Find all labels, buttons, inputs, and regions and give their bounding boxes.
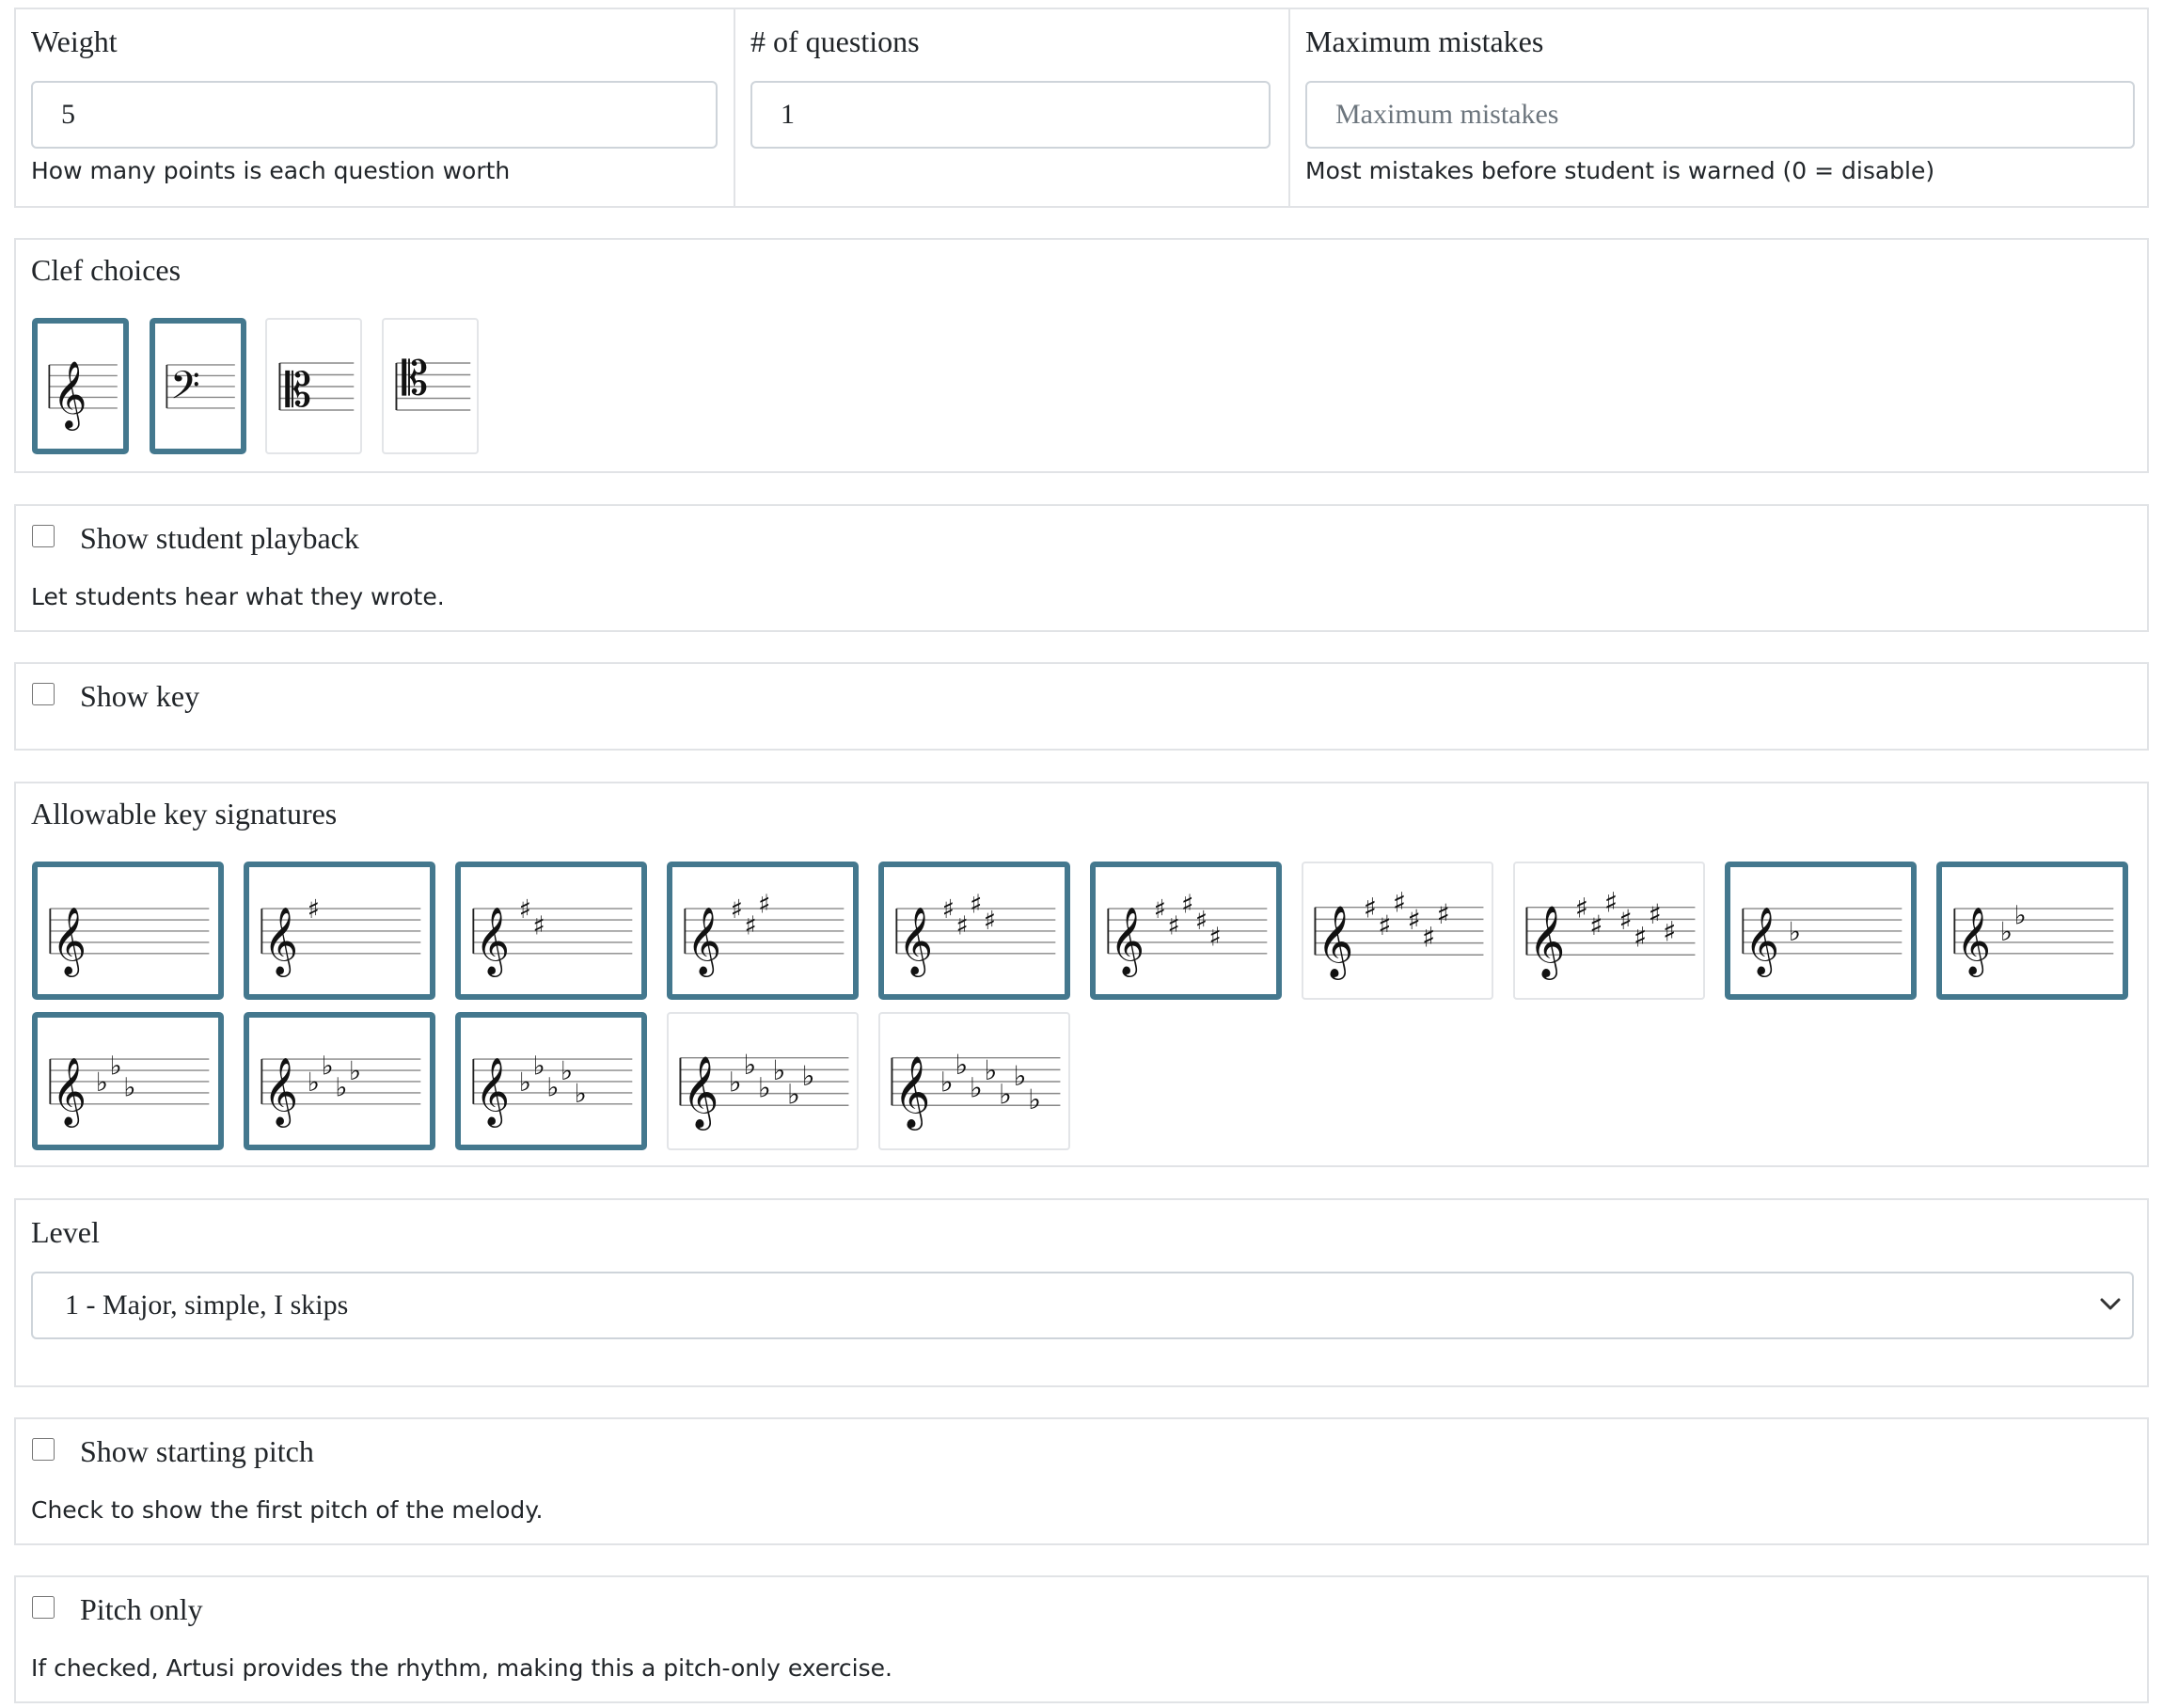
- max-mistakes-input[interactable]: [1305, 81, 2135, 149]
- svg-text:𝄞: 𝄞: [1317, 905, 1354, 978]
- key-signatures-label: Allowable key signatures: [31, 797, 338, 830]
- svg-text:♯: ♯: [1589, 909, 1603, 941]
- svg-text:𝄞: 𝄞: [52, 906, 87, 975]
- svg-text:♭: ♭: [574, 1079, 587, 1109]
- svg-text:𝄢: 𝄢: [169, 362, 200, 418]
- max-mistakes-help: Most mistakes before student is warned (0 = disable): [1305, 157, 1935, 184]
- svg-text:𝄞: 𝄞: [1110, 906, 1145, 975]
- key-signature-option[interactable]: [1725, 862, 1917, 1000]
- tenor-clef-icon: [384, 320, 477, 452]
- key-signature-option[interactable]: [1513, 862, 1705, 1000]
- starting-pitch-label: Show starting pitch: [80, 1434, 314, 1468]
- svg-text:𝄞: 𝄞: [687, 906, 722, 975]
- svg-text:♭: ♭: [546, 1072, 560, 1103]
- starting-pitch-checkbox[interactable]: [32, 1438, 55, 1461]
- questions-cell: [735, 9, 1290, 206]
- key-signature-staff-icon: [884, 867, 1065, 994]
- svg-text:♯: ♯: [970, 889, 983, 920]
- key-signature-staff-icon: [461, 1018, 641, 1145]
- svg-text:♯: ♯: [518, 894, 532, 925]
- chevron-down-icon: [2096, 1290, 2124, 1319]
- key-signatures-panel: [14, 782, 2149, 1167]
- svg-text:♯: ♯: [1574, 892, 1588, 925]
- level-select[interactable]: [31, 1272, 2134, 1339]
- svg-text:♯: ♯: [1618, 904, 1633, 937]
- svg-text:♭: ♭: [335, 1072, 348, 1103]
- playback-help: Let students hear what they wrote.: [31, 583, 445, 610]
- svg-text:♭: ♭: [801, 1059, 815, 1092]
- svg-text:𝄞: 𝄞: [682, 1055, 719, 1129]
- clef-choices-panel: [14, 238, 2149, 473]
- weight-label: Weight: [31, 24, 118, 58]
- key-signature-option[interactable]: [244, 1012, 435, 1150]
- svg-text:♯: ♯: [1153, 894, 1167, 925]
- key-signature-staff-icon: [1942, 867, 2123, 994]
- level-select-value: 1 - Major, simple, I skips: [65, 1289, 349, 1321]
- clef-alto-option[interactable]: [265, 318, 362, 454]
- svg-text:♭: ♭: [999, 1078, 1012, 1111]
- key-signature-option[interactable]: [455, 1012, 647, 1150]
- svg-text:𝄡: 𝄡: [402, 351, 429, 406]
- weight-input[interactable]: [31, 81, 718, 149]
- svg-text:♯: ♯: [1392, 886, 1407, 919]
- key-signature-option[interactable]: [244, 862, 435, 1000]
- svg-text:♯: ♯: [1603, 886, 1618, 919]
- svg-text:𝄞: 𝄞: [1528, 905, 1566, 978]
- clef-treble-option[interactable]: [32, 318, 129, 454]
- svg-text:𝄞: 𝄞: [475, 906, 511, 975]
- svg-text:♯: ♯: [1422, 921, 1436, 954]
- key-signature-staff-icon: [38, 867, 218, 994]
- svg-text:𝄞: 𝄞: [893, 1055, 931, 1129]
- key-signature-option[interactable]: [878, 862, 1070, 1000]
- svg-text:♭: ♭: [970, 1071, 983, 1104]
- svg-text:♯: ♯: [758, 889, 771, 920]
- max-mistakes-label: Maximum mistakes: [1305, 24, 1544, 58]
- key-signature-staff-icon: [672, 867, 853, 994]
- svg-text:♭: ♭: [728, 1066, 742, 1099]
- starting-pitch-help: Check to show the first pitch of the melody.: [31, 1496, 544, 1524]
- svg-text:♯: ♯: [730, 894, 744, 925]
- svg-text:♭: ♭: [743, 1049, 757, 1082]
- max-mistakes-cell: [1290, 9, 2147, 206]
- svg-text:♯: ♯: [955, 910, 969, 941]
- svg-text:𝄞: 𝄞: [475, 1056, 511, 1126]
- svg-text:♭: ♭: [2013, 900, 2027, 931]
- alto-clef-icon: [267, 320, 360, 452]
- key-signature-staff-icon: [880, 1014, 1068, 1148]
- svg-text:♭: ♭: [955, 1049, 969, 1082]
- show-key-panel: [14, 662, 2149, 751]
- playback-label: Show student playback: [80, 521, 359, 555]
- svg-text:𝄞: 𝄞: [263, 1056, 299, 1126]
- svg-text:♭: ♭: [109, 1051, 122, 1082]
- bass-clef-icon: [155, 324, 241, 449]
- key-signature-staff-icon: [1730, 867, 1911, 994]
- weight-cell: [16, 9, 735, 206]
- key-signature-option[interactable]: [32, 862, 224, 1000]
- svg-text:♭: ♭: [772, 1054, 786, 1087]
- svg-text:♭: ♭: [984, 1054, 998, 1087]
- weight-help: How many points is each question worth: [31, 157, 511, 184]
- svg-text:♭: ♭: [1999, 917, 2013, 948]
- svg-text:𝄞: 𝄞: [52, 1056, 87, 1126]
- playback-checkbox[interactable]: [32, 525, 55, 547]
- svg-text:♭: ♭: [1028, 1083, 1042, 1116]
- svg-text:♭: ♭: [518, 1068, 531, 1099]
- svg-text:𝄞: 𝄞: [263, 906, 299, 975]
- key-signature-staff-icon: [461, 867, 641, 994]
- key-signature-staff-icon: [249, 867, 430, 994]
- key-signature-option[interactable]: [667, 862, 859, 1000]
- show-key-label: Show key: [80, 679, 200, 713]
- clef-bass-option[interactable]: [150, 318, 246, 454]
- clef-choices-label: Clef choices: [31, 253, 182, 287]
- key-signature-staff-icon: [669, 1014, 857, 1148]
- svg-text:♭: ♭: [532, 1051, 545, 1082]
- svg-text:♭: ♭: [321, 1051, 334, 1082]
- playback-panel: [14, 504, 2149, 632]
- level-panel: [14, 1198, 2149, 1387]
- svg-text:♯: ♯: [983, 906, 997, 937]
- svg-text:♯: ♯: [307, 894, 321, 925]
- key-signature-option[interactable]: [878, 1012, 1070, 1150]
- svg-text:𝄞: 𝄞: [1745, 906, 1780, 975]
- key-signature-option[interactable]: [667, 1012, 859, 1150]
- svg-text:♯: ♯: [744, 910, 757, 941]
- svg-text:♯: ♯: [1378, 909, 1392, 941]
- svg-text:♯: ♯: [1407, 904, 1421, 937]
- pitch-only-checkbox[interactable]: [32, 1596, 55, 1619]
- key-signature-option[interactable]: [1302, 862, 1493, 1000]
- svg-text:♯: ♯: [1363, 892, 1377, 925]
- key-signature-option[interactable]: [32, 1012, 224, 1150]
- svg-text:♯: ♯: [1181, 889, 1194, 920]
- key-signature-staff-icon: [1515, 863, 1703, 998]
- svg-text:♭: ♭: [1013, 1059, 1027, 1092]
- svg-text:♯: ♯: [1167, 910, 1180, 941]
- key-signature-staff-icon: [1096, 867, 1276, 994]
- svg-text:𝄞: 𝄞: [898, 906, 934, 975]
- svg-text:♯: ♯: [1634, 921, 1648, 954]
- svg-text:♯: ♯: [1208, 922, 1222, 953]
- key-signature-option[interactable]: [1936, 862, 2128, 1000]
- clef-tenor-option[interactable]: [382, 318, 479, 454]
- key-signature-staff-icon: [38, 1018, 218, 1145]
- svg-text:♭: ♭: [939, 1066, 954, 1099]
- key-signature-option[interactable]: [1090, 862, 1282, 1000]
- svg-text:♭: ♭: [349, 1056, 362, 1087]
- svg-text:♭: ♭: [307, 1068, 320, 1099]
- svg-text:♭: ♭: [787, 1078, 800, 1111]
- questions-label: # of questions: [750, 24, 920, 58]
- key-signature-option[interactable]: [455, 862, 647, 1000]
- settings-row: [14, 8, 2149, 208]
- svg-text:♯: ♯: [1648, 898, 1662, 931]
- key-signature-staff-icon: [1303, 863, 1492, 998]
- svg-text:♯: ♯: [532, 910, 545, 941]
- pitch-only-label: Pitch only: [80, 1592, 203, 1626]
- svg-text:♭: ♭: [560, 1056, 574, 1087]
- svg-text:𝄡: 𝄡: [285, 363, 312, 419]
- svg-text:𝄞: 𝄞: [1956, 906, 1992, 975]
- questions-input[interactable]: [750, 81, 1271, 149]
- pitch-only-help: If checked, Artusi provides the rhythm, making this a pitch-only exercise.: [31, 1654, 892, 1682]
- svg-text:♭: ♭: [1788, 917, 1801, 948]
- show-key-checkbox[interactable]: [32, 683, 55, 705]
- treble-clef-icon: [38, 324, 123, 449]
- starting-pitch-panel: [14, 1417, 2149, 1545]
- svg-text:♭: ♭: [758, 1071, 771, 1104]
- svg-text:♯: ♯: [941, 894, 955, 925]
- svg-text:♭: ♭: [123, 1072, 136, 1103]
- pitch-only-panel: [14, 1575, 2149, 1703]
- svg-text:𝄞: 𝄞: [52, 360, 87, 429]
- svg-text:♯: ♯: [1663, 915, 1677, 948]
- svg-text:♯: ♯: [1436, 898, 1450, 931]
- svg-text:♯: ♯: [1194, 906, 1208, 937]
- svg-text:♭: ♭: [95, 1068, 108, 1099]
- level-label: Level: [31, 1215, 100, 1249]
- key-signature-staff-icon: [249, 1018, 430, 1145]
